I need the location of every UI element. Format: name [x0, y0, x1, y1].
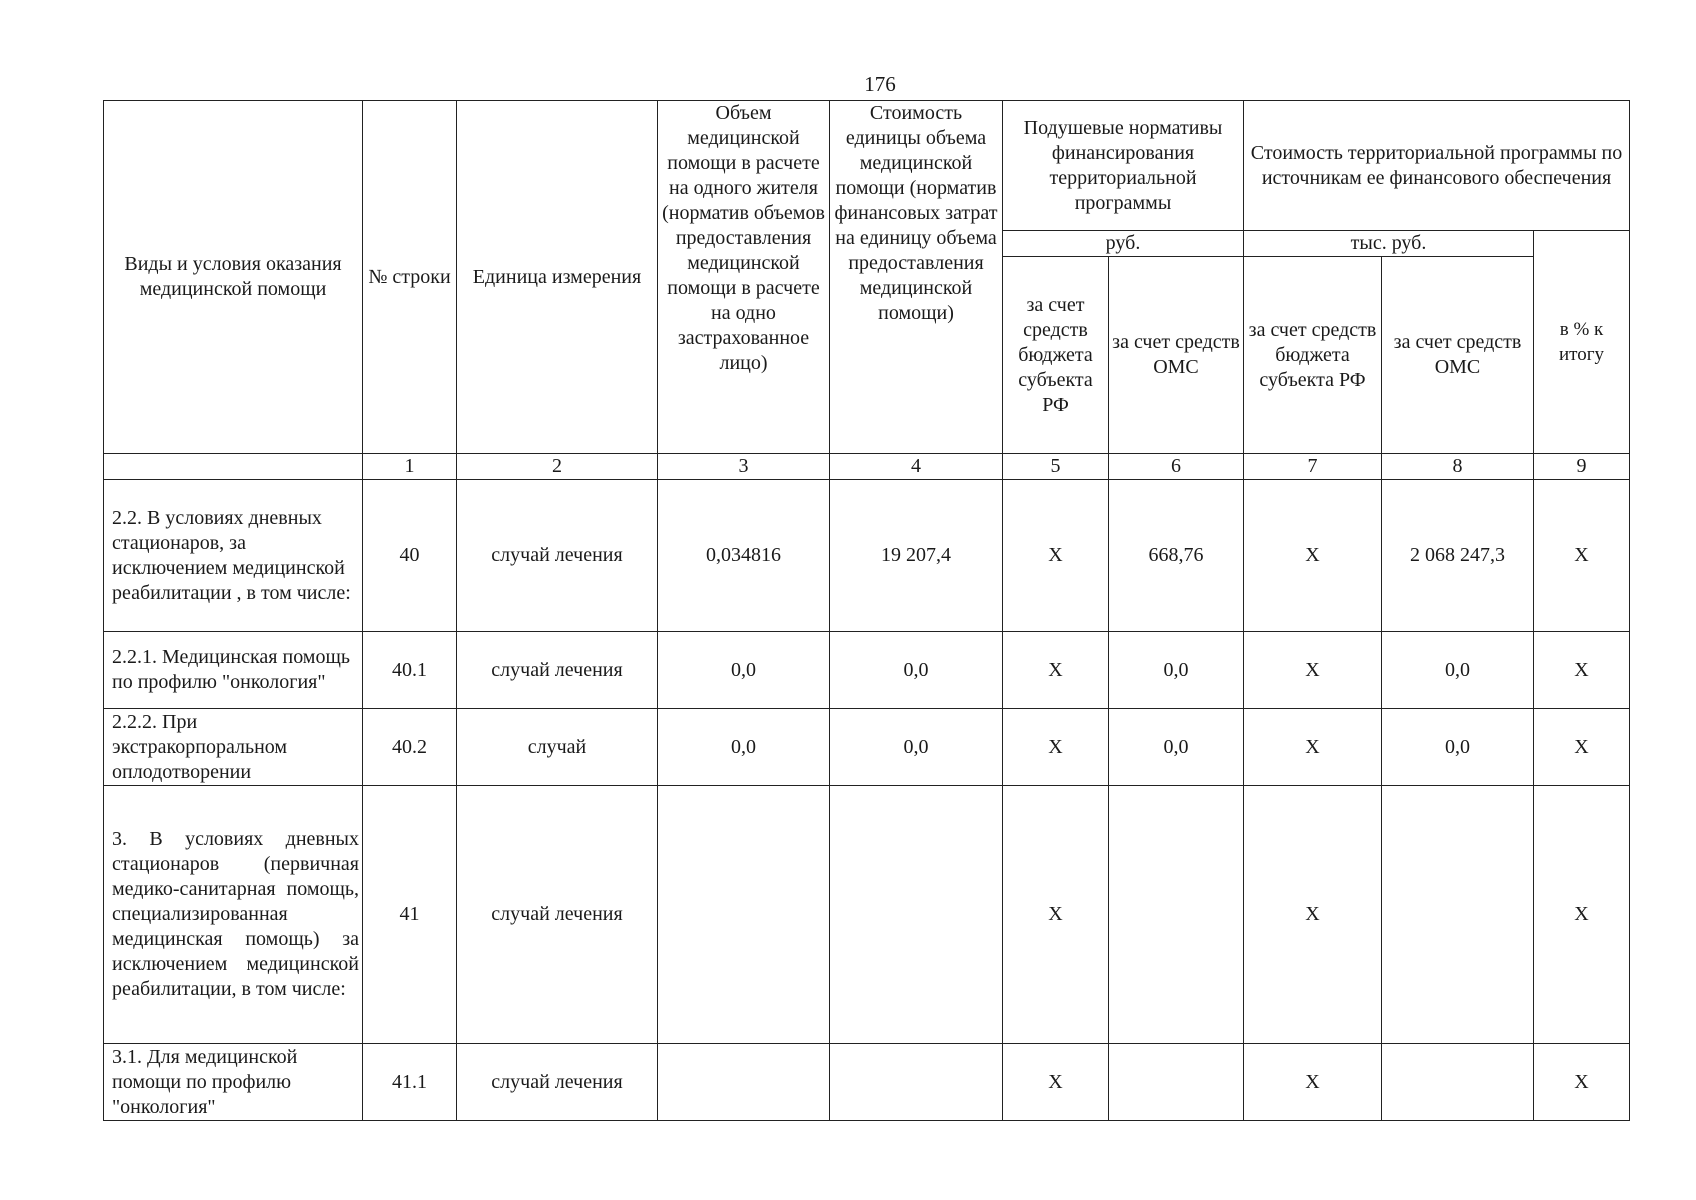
page-number: 176 [864, 72, 896, 96]
row-c6 [1109, 1044, 1244, 1121]
header-budget-rf-5: за счет средств бюджета субъекта РФ [1003, 257, 1109, 454]
row-c8: 0,0 [1382, 709, 1534, 786]
row-c9: Х [1534, 709, 1630, 786]
row-c5: Х [1003, 1044, 1109, 1121]
header-row-no: № строки [363, 101, 457, 454]
row-c7: Х [1244, 1044, 1382, 1121]
header-cost: Стоимость единицы объема медицинской помощи (норматив финансовых затрат на единицу объема предоставления медицинской помощи) [830, 101, 1003, 454]
header-oms-8: за счет средств ОМС [1382, 257, 1534, 454]
header-percent-total: в % к итогу [1534, 231, 1630, 454]
row-c5: Х [1003, 632, 1109, 709]
row-name: 3.1. Для медицинской помощи по профилю "онкология" [104, 1044, 363, 1121]
row-c9: Х [1534, 1044, 1630, 1121]
row-unit: случай [457, 709, 658, 786]
column-number-blank [104, 454, 363, 480]
row-c7: Х [1244, 480, 1382, 632]
row-no: 40 [363, 480, 457, 632]
table-row [104, 786, 1630, 1044]
row-c5: Х [1003, 786, 1109, 1044]
row-unit: случай лечения [457, 1044, 658, 1121]
row-no: 40.1 [363, 632, 457, 709]
column-number: 9 [1534, 454, 1630, 480]
row-c8 [1382, 1044, 1534, 1121]
row-name: 3. В условиях дневных стационаров (первичная медико-санитарная помощь, специализированная медицинская помощь) за исключением медицинской реабилитации, в том числе: [104, 786, 363, 1044]
header-types: Виды и условия оказания медицинской помощи [104, 101, 363, 454]
row-name: 2.2. В условиях дневных стационаров, за исключением медицинской реабилитации , в том числе: [104, 480, 363, 632]
row-no: 41 [363, 786, 457, 1044]
header-volume: Объем медицинской помощи в расчете на одного жителя (норматив объемов предоставления медицинской помощи в расчете на одно застрахованное лицо) [658, 101, 830, 454]
column-number: 3 [658, 454, 830, 480]
header-oms-6: за счет средств ОМС [1109, 257, 1244, 454]
row-c6: 668,76 [1109, 480, 1244, 632]
row-volume [658, 1044, 830, 1121]
header-budget-rf-7: за счет средств бюджета субъекта РФ [1244, 257, 1382, 454]
row-c7: Х [1244, 786, 1382, 1044]
table-row [104, 709, 1630, 786]
row-c5: Х [1003, 709, 1109, 786]
row-cost [830, 786, 1003, 1044]
column-number: 2 [457, 454, 658, 480]
row-unit: случай лечения [457, 632, 658, 709]
row-name: 2.2.2. При экстракорпоральном оплодотворении [104, 709, 363, 786]
row-name: 2.2.1. Медицинская помощь по профилю "онкология" [104, 632, 363, 709]
row-volume: 0,0 [658, 709, 830, 786]
row-c6: 0,0 [1109, 632, 1244, 709]
column-number: 8 [1382, 454, 1534, 480]
row-c5: Х [1003, 480, 1109, 632]
column-number: 1 [363, 454, 457, 480]
header-program-cost: Стоимость территориальной программы по источникам ее финансового обеспечения [1244, 101, 1630, 231]
row-cost: 19 207,4 [830, 480, 1003, 632]
table-row [104, 1044, 1630, 1121]
row-no: 40.2 [363, 709, 457, 786]
table-row [104, 480, 1630, 632]
row-cost: 0,0 [830, 709, 1003, 786]
financing-table [103, 100, 1630, 1121]
row-c8 [1382, 786, 1534, 1044]
column-numbers-row [104, 454, 1630, 480]
header-unit-thousand-rub: тыс. руб. [1244, 231, 1534, 257]
row-c9: Х [1534, 480, 1630, 632]
row-c7: Х [1244, 709, 1382, 786]
table-row [104, 632, 1630, 709]
header-unit-rub: руб. [1003, 231, 1244, 257]
row-c8: 2 068 247,3 [1382, 480, 1534, 632]
row-c6 [1109, 786, 1244, 1044]
column-number: 6 [1109, 454, 1244, 480]
column-number: 5 [1003, 454, 1109, 480]
row-volume: 0,0 [658, 632, 830, 709]
column-number: 7 [1244, 454, 1382, 480]
row-volume [658, 786, 830, 1044]
column-number: 4 [830, 454, 1003, 480]
row-unit: случай лечения [457, 480, 658, 632]
row-c9: Х [1534, 632, 1630, 709]
row-cost [830, 1044, 1003, 1121]
row-volume: 0,034816 [658, 480, 830, 632]
row-no: 41.1 [363, 1044, 457, 1121]
row-c7: Х [1244, 632, 1382, 709]
header-per-capita: Подушевые нормативы финансирования территориальной программы [1003, 101, 1244, 231]
row-c6: 0,0 [1109, 709, 1244, 786]
row-c8: 0,0 [1382, 632, 1534, 709]
row-unit: случай лечения [457, 786, 658, 1044]
row-c9: Х [1534, 786, 1630, 1044]
row-cost: 0,0 [830, 632, 1003, 709]
header-unit: Единица измерения [457, 101, 658, 454]
